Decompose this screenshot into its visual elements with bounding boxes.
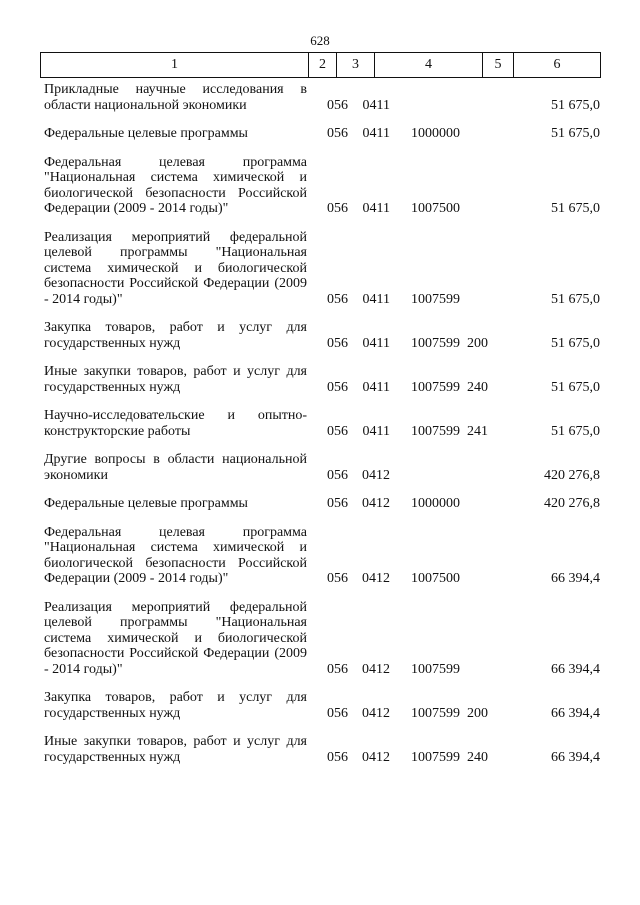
row-amount: 51 675,0 xyxy=(551,97,600,113)
header-col-6: 6 xyxy=(513,53,600,77)
table-header xyxy=(40,52,601,78)
row-target-article: 1007599 xyxy=(411,661,460,677)
row-description: Прикладные научные исследования в области национальной экономики xyxy=(44,82,307,113)
row-target-article: 1007599 xyxy=(411,705,460,721)
row-ministry-code: 056 xyxy=(327,571,348,586)
row-description: Иные закупки товаров, работ и услуг для государственных нужд xyxy=(44,734,307,765)
row-expense-type: 240 xyxy=(467,749,488,765)
row-description: Федеральные целевые программы xyxy=(44,126,248,141)
row-target-article: 1007599 xyxy=(411,291,460,307)
row-expense-type: 200 xyxy=(467,705,488,721)
row-description: Иные закупки товаров, работ и услуг для государственных нужд xyxy=(44,364,307,395)
row-ministry-code: 056 xyxy=(327,661,348,677)
row-ministry-code: 056 xyxy=(327,335,348,351)
table-row xyxy=(44,126,600,142)
row-description: Реализация мероприятий федеральной целевой программы "Национальная система химической и биологической безопасности Российской Федерации (2009 - 2014 годы)" xyxy=(44,599,307,677)
row-amount: 51 675,0 xyxy=(551,423,600,439)
table-row xyxy=(44,320,600,351)
row-amount: 66 394,4 xyxy=(551,749,600,765)
row-target-article: 1007599 xyxy=(411,335,460,351)
table-row xyxy=(44,600,600,678)
row-target-article: 1000000 xyxy=(411,126,460,141)
row-expense-type: 200 xyxy=(467,335,488,351)
row-section-code: 0411 xyxy=(362,335,390,351)
table-body xyxy=(44,82,600,778)
row-ministry-code: 056 xyxy=(327,97,348,113)
row-amount: 66 394,4 xyxy=(551,705,600,721)
table-row xyxy=(44,734,600,765)
row-ministry-code: 056 xyxy=(327,749,348,765)
row-section-code: 0412 xyxy=(362,661,390,677)
row-ministry-code: 056 xyxy=(327,467,348,483)
row-target-article: 1000000 xyxy=(411,496,460,511)
row-amount: 420 276,8 xyxy=(544,496,600,511)
table-row xyxy=(44,525,600,587)
row-ministry-code: 056 xyxy=(327,379,348,395)
row-section-code: 0412 xyxy=(362,749,390,765)
row-description: Другие вопросы в области национальной экономики xyxy=(44,452,307,483)
row-amount: 51 675,0 xyxy=(551,291,600,307)
header-col-5: 5 xyxy=(482,53,513,77)
row-amount: 51 675,0 xyxy=(551,379,600,395)
row-ministry-code: 056 xyxy=(327,705,348,721)
row-ministry-code: 056 xyxy=(327,496,348,511)
header-col-3: 3 xyxy=(336,53,374,77)
header-col-1: 1 xyxy=(171,57,178,72)
table-row xyxy=(44,690,600,721)
row-amount: 51 675,0 xyxy=(551,201,600,216)
table-row xyxy=(44,82,600,113)
row-amount: 66 394,4 xyxy=(551,661,600,677)
table-row xyxy=(44,408,600,439)
page-number: 628 xyxy=(310,33,330,48)
row-section-code: 0411 xyxy=(362,291,390,307)
table-row xyxy=(44,155,600,217)
row-description: Федеральная целевая программа "Национальная система химической и биологической безопасности Российской Федерации (2009 - 2014 годы)" xyxy=(44,524,307,586)
row-ministry-code: 056 xyxy=(327,126,348,141)
row-target-article: 1007599 xyxy=(411,379,460,395)
header-col-4: 4 xyxy=(374,53,482,77)
row-description: Федеральная целевая программа "Национальная система химической и биологической безопасности Российской Федерации (2009 - 2014 годы)" xyxy=(44,154,307,216)
row-ministry-code: 056 xyxy=(327,291,348,307)
row-target-article: 1007500 xyxy=(411,571,460,586)
table-row xyxy=(44,496,600,512)
row-ministry-code: 056 xyxy=(327,201,348,216)
row-section-code: 0412 xyxy=(362,496,390,511)
row-section-code: 0412 xyxy=(362,571,390,586)
table-row xyxy=(44,452,600,483)
row-expense-type: 240 xyxy=(467,379,488,395)
row-amount: 51 675,0 xyxy=(551,335,600,351)
row-section-code: 0412 xyxy=(362,467,390,483)
row-section-code: 0411 xyxy=(362,379,390,395)
row-amount: 51 675,0 xyxy=(551,126,600,141)
header-col-2: 2 xyxy=(308,53,336,77)
row-section-code: 0411 xyxy=(362,97,390,113)
row-description: Закупка товаров, работ и услуг для государственных нужд xyxy=(44,690,307,721)
row-section-code: 0411 xyxy=(362,201,390,216)
row-amount: 66 394,4 xyxy=(551,571,600,586)
row-target-article: 1007500 xyxy=(411,201,460,216)
row-description: Реализация мероприятий федеральной целевой программы "Национальная система химической и биологической безопасности Российской Федерации (2009 - 2014 годы)" xyxy=(44,229,307,307)
row-description: Научно-исследовательские и опытно-конструкторские работы xyxy=(44,408,307,439)
table-row xyxy=(44,364,600,395)
row-section-code: 0411 xyxy=(362,126,390,141)
row-expense-type: 241 xyxy=(467,423,488,439)
row-target-article: 1007599 xyxy=(411,423,460,439)
table-row xyxy=(44,230,600,308)
row-description: Закупка товаров, работ и услуг для государственных нужд xyxy=(44,320,307,351)
row-target-article: 1007599 xyxy=(411,749,460,765)
row-ministry-code: 056 xyxy=(327,423,348,439)
row-description: Федеральные целевые программы xyxy=(44,496,248,511)
row-section-code: 0412 xyxy=(362,705,390,721)
row-section-code: 0411 xyxy=(362,423,390,439)
row-amount: 420 276,8 xyxy=(544,467,600,483)
